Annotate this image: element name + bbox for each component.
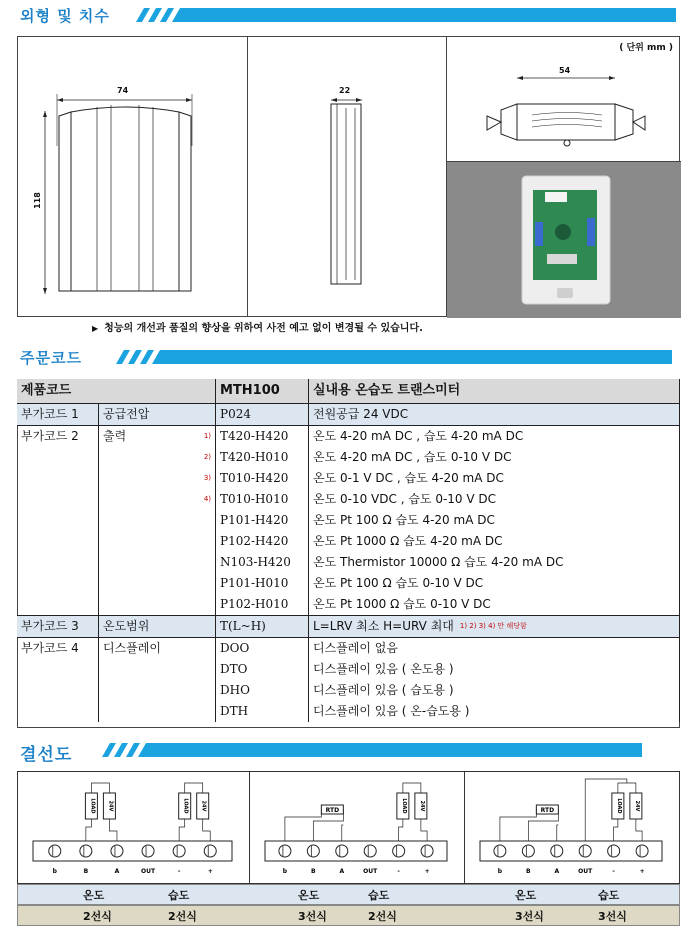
row-subcategory bbox=[99, 426, 216, 448]
terminal-screw bbox=[494, 845, 506, 857]
row-subcategory bbox=[99, 701, 216, 722]
terminal-screw bbox=[393, 845, 405, 857]
terminal-label: + bbox=[639, 868, 645, 875]
load-label: LOAD bbox=[615, 798, 622, 814]
back-view-column bbox=[446, 36, 681, 317]
row-description bbox=[309, 659, 680, 680]
wiring-diagram-drawing bbox=[464, 771, 680, 884]
row-code: DOO bbox=[216, 638, 309, 660]
terminal-label: OUT bbox=[578, 868, 593, 875]
row-subcategory bbox=[99, 489, 216, 510]
wire bbox=[636, 819, 642, 841]
terminal-label: B bbox=[83, 868, 89, 875]
row-group bbox=[17, 510, 99, 531]
rtd-label: RTD bbox=[325, 807, 340, 814]
header-model: MTH100 bbox=[216, 379, 309, 404]
row-code: T(L~H) bbox=[216, 616, 309, 638]
wiring-footer-hum: 습도 bbox=[598, 889, 620, 902]
terminal-screw bbox=[307, 845, 319, 857]
row-subcategory-label: 온도범위 bbox=[103, 619, 150, 633]
wiring-footer-hum: 습도 bbox=[168, 889, 190, 902]
terminal-screw bbox=[636, 845, 648, 857]
wire bbox=[557, 825, 559, 841]
terminal-label: OUT bbox=[363, 868, 378, 875]
table-row bbox=[17, 638, 680, 660]
row-group bbox=[17, 447, 99, 468]
row-description-text: 온도 Thermistor 10000 Ω 습도 4-20 mA DC bbox=[313, 555, 564, 569]
row-code: N103-H420 bbox=[216, 552, 309, 573]
row-code: P101-H420 bbox=[216, 510, 309, 531]
wire bbox=[403, 783, 421, 793]
table-row bbox=[17, 468, 680, 489]
change-notice bbox=[92, 319, 423, 334]
side-view-drawing bbox=[247, 36, 446, 317]
wire bbox=[86, 819, 92, 841]
table-row bbox=[17, 659, 680, 680]
table-row bbox=[17, 552, 680, 573]
wire bbox=[399, 819, 403, 841]
footnote-marker: 2) bbox=[203, 453, 211, 461]
table-row bbox=[17, 489, 680, 510]
supply-label: 24V bbox=[633, 800, 640, 812]
supply-label: 24V bbox=[200, 800, 207, 812]
row-group bbox=[17, 680, 99, 701]
row-description bbox=[309, 489, 680, 510]
row-code: DTO bbox=[216, 659, 309, 680]
triangle-bullet-icon: ▶ bbox=[92, 324, 99, 333]
terminal-screw bbox=[279, 845, 291, 857]
back-width-label: 54 bbox=[559, 66, 571, 75]
row-description-text: 온도 0-10 VDC , 습도 0-10 V DC bbox=[313, 492, 497, 506]
wire bbox=[185, 783, 203, 793]
row-description-text: L=LRV 최소 H=URV 최대 bbox=[313, 619, 454, 633]
row-group: 부가코드 1 bbox=[17, 404, 99, 426]
table-row bbox=[17, 594, 680, 616]
row-description bbox=[309, 510, 680, 531]
wiring-diagram-drawing bbox=[249, 771, 465, 884]
row-subcategory bbox=[99, 616, 216, 638]
terminal-label: A bbox=[554, 868, 560, 875]
row-subcategory bbox=[99, 468, 216, 489]
row-description-text: 온도 4-20 mA DC , 습도 0-10 V DC bbox=[313, 450, 512, 464]
terminal-label: B bbox=[311, 868, 316, 875]
load-label: LOAD bbox=[89, 798, 96, 814]
wiring-footer-hum-type: 2선식 bbox=[168, 910, 197, 923]
header-product-code: 제품코드 bbox=[17, 379, 216, 404]
row-description bbox=[309, 616, 680, 638]
terminal-screw bbox=[608, 845, 620, 857]
row-description-text: 전원공급 24 VDC bbox=[313, 407, 409, 421]
row-description bbox=[309, 594, 680, 616]
terminal-label: - bbox=[177, 868, 181, 875]
row-description-text: 디스플레이 있음 ( 습도용 ) bbox=[313, 683, 454, 697]
terminal-strip bbox=[480, 841, 662, 861]
row-description bbox=[309, 680, 680, 701]
table-row bbox=[17, 426, 680, 448]
row-description bbox=[309, 552, 680, 573]
row-subcategory-label: 출력 bbox=[103, 429, 127, 443]
wiring-section-title: 결선도 bbox=[20, 745, 73, 765]
terminal-screw bbox=[522, 845, 534, 857]
front-width-label: 74 bbox=[117, 86, 129, 95]
wire bbox=[285, 809, 321, 841]
wire bbox=[342, 825, 344, 841]
terminal-screw bbox=[579, 845, 591, 857]
row-description-text: 디스플레이 있음 ( 온도용 ) bbox=[313, 662, 454, 676]
terminal-label: b bbox=[282, 868, 288, 875]
row-description bbox=[309, 447, 680, 468]
terminal-label: B bbox=[526, 868, 531, 875]
wire bbox=[618, 783, 636, 793]
back-view-drawing bbox=[447, 36, 681, 161]
row-description-text: 온도 0-1 V DC , 습도 4-20 mA DC bbox=[313, 471, 504, 485]
table-row bbox=[17, 680, 680, 701]
row-description-text: 디스플레이 없음 bbox=[313, 641, 398, 655]
row-subcategory bbox=[99, 573, 216, 594]
section-bar bbox=[108, 350, 672, 364]
terminal-label: b bbox=[52, 868, 57, 875]
wire bbox=[91, 783, 109, 793]
wire bbox=[109, 819, 117, 841]
footnote-marker: 1) bbox=[203, 432, 211, 440]
row-group bbox=[17, 659, 99, 680]
terminal-strip bbox=[33, 841, 232, 861]
load-label: LOAD bbox=[400, 798, 407, 814]
row-description bbox=[309, 404, 680, 426]
device-photo-drawing bbox=[447, 162, 681, 318]
row-group: 부가코드 4 bbox=[17, 638, 99, 660]
row-code: T420-H010 bbox=[216, 447, 309, 468]
terminal-screw bbox=[336, 845, 348, 857]
row-group bbox=[17, 701, 99, 722]
row-code: DTH bbox=[216, 701, 309, 722]
row-subcategory bbox=[99, 659, 216, 680]
terminal-screw bbox=[80, 845, 92, 857]
row-code: P101-H010 bbox=[216, 573, 309, 594]
wire bbox=[203, 819, 211, 841]
row-description bbox=[309, 573, 680, 594]
row-description-text: 온도 Pt 1000 Ω 습도 4-20 mA DC bbox=[313, 534, 503, 548]
terminal-strip bbox=[265, 841, 447, 861]
footnote-marker: 3) bbox=[203, 474, 211, 482]
row-subcategory bbox=[99, 594, 216, 616]
table-row bbox=[17, 616, 680, 638]
row-description bbox=[309, 638, 680, 660]
front-view-drawing bbox=[17, 36, 247, 317]
row-description-text: 온도 Pt 100 Ω 습도 0-10 V DC bbox=[313, 576, 484, 590]
front-view bbox=[17, 36, 248, 317]
wiring-footer-hum-type: 3선식 bbox=[598, 910, 627, 923]
wiring-footer-hum: 습도 bbox=[368, 889, 390, 902]
row-group bbox=[17, 573, 99, 594]
load-label: LOAD bbox=[182, 798, 189, 814]
row-group bbox=[17, 531, 99, 552]
wiring-footer-type-row bbox=[17, 905, 680, 926]
row-code: P102-H420 bbox=[216, 531, 309, 552]
row-description bbox=[309, 701, 680, 722]
wiring-footer-temp: 온도 bbox=[298, 889, 320, 902]
table-row bbox=[17, 404, 680, 426]
wiring-footer-temp-type: 2선식 bbox=[83, 910, 112, 923]
terminal-screw bbox=[142, 845, 154, 857]
order-table-header bbox=[17, 379, 680, 404]
terminal-label: A bbox=[339, 868, 345, 875]
row-description-text: 온도 Pt 100 Ω 습도 4-20 mA DC bbox=[313, 513, 495, 527]
dimensions-section-title: 외형 및 치수 bbox=[20, 7, 110, 25]
row-group: 부가코드 2 bbox=[17, 426, 99, 448]
row-code: P102-H010 bbox=[216, 594, 309, 616]
terminal-label: A bbox=[114, 868, 120, 875]
wiring-diagram-drawing bbox=[17, 771, 250, 884]
terminal-label: + bbox=[424, 868, 430, 875]
row-group bbox=[17, 489, 99, 510]
table-row bbox=[17, 510, 680, 531]
row-description bbox=[309, 468, 680, 489]
side-depth-label: 22 bbox=[339, 86, 351, 95]
row-subcategory bbox=[99, 404, 216, 426]
terminal-screw bbox=[173, 845, 185, 857]
table-row bbox=[17, 447, 680, 468]
terminal-screw bbox=[111, 845, 123, 857]
row-description-text: 온도 Pt 1000 Ω 습도 0-10 V DC bbox=[313, 597, 491, 611]
order-section-title: 주문코드 bbox=[20, 349, 82, 367]
wiring-footer-temp-type: 3선식 bbox=[298, 910, 327, 923]
row-description bbox=[309, 426, 680, 448]
order-code-table bbox=[17, 379, 680, 722]
wire bbox=[614, 819, 618, 841]
row-description-text: 온도 4-20 mA DC , 습도 4-20 mA DC bbox=[313, 429, 524, 443]
section-bar bbox=[94, 743, 642, 757]
row-code: DHO bbox=[216, 680, 309, 701]
row-subcategory bbox=[99, 447, 216, 468]
terminal-screw bbox=[364, 845, 376, 857]
terminal-label: + bbox=[207, 868, 213, 875]
row-subcategory bbox=[99, 638, 216, 660]
wire bbox=[421, 819, 427, 841]
section-bar bbox=[128, 8, 676, 22]
terminal-screw bbox=[49, 845, 61, 857]
row-code: P024 bbox=[216, 404, 309, 426]
terminal-label: OUT bbox=[141, 868, 156, 875]
row-group: 부가코드 3 bbox=[17, 616, 99, 638]
wiring-footer-temp-type: 3선식 bbox=[515, 910, 544, 923]
row-group bbox=[17, 552, 99, 573]
footnote-marker: 4) bbox=[203, 495, 211, 503]
row-code: T010-H010 bbox=[216, 489, 309, 510]
row-subcategory bbox=[99, 510, 216, 531]
row-group bbox=[17, 468, 99, 489]
supply-label: 24V bbox=[107, 800, 114, 812]
row-group bbox=[17, 594, 99, 616]
unit-label: ( 단위 mm ) bbox=[619, 43, 673, 53]
wiring-footer-signal-row bbox=[17, 884, 680, 905]
terminal-screw bbox=[551, 845, 563, 857]
wiring-footer-temp: 온도 bbox=[515, 889, 537, 902]
change-notice-text: 청능의 개선과 품질의 향상을 위하여 사전 예고 없이 변경될 수 있습니다. bbox=[104, 323, 423, 334]
side-view bbox=[247, 36, 446, 317]
terminal-screw bbox=[421, 845, 433, 857]
row-description bbox=[309, 531, 680, 552]
row-subcategory bbox=[99, 552, 216, 573]
wire bbox=[500, 809, 536, 841]
front-height-label: 118 bbox=[32, 192, 42, 209]
terminal-label: b bbox=[497, 868, 503, 875]
row-footnote: 1) 2) 3) 4) 만 해당함 bbox=[459, 622, 527, 630]
row-code: T010-H420 bbox=[216, 468, 309, 489]
row-subcategory-label: 디스플레이 bbox=[103, 641, 161, 655]
supply-label: 24V bbox=[418, 800, 425, 812]
row-code: T420-H420 bbox=[216, 426, 309, 448]
terminal-screw bbox=[204, 845, 216, 857]
wiring-footer-hum-type: 2선식 bbox=[368, 910, 397, 923]
table-row bbox=[17, 531, 680, 552]
terminal-label: - bbox=[612, 868, 615, 875]
wire bbox=[179, 819, 185, 841]
device-photo bbox=[447, 161, 681, 318]
row-subcategory bbox=[99, 680, 216, 701]
header-description: 실내용 온습도 트랜스미터 bbox=[309, 379, 680, 404]
rtd-label: RTD bbox=[540, 807, 555, 814]
table-row bbox=[17, 701, 680, 722]
row-description-text: 디스플레이 있음 ( 온-습도용 ) bbox=[313, 704, 470, 718]
wiring-footer-temp: 온도 bbox=[83, 889, 105, 902]
table-row bbox=[17, 573, 680, 594]
row-subcategory bbox=[99, 531, 216, 552]
row-subcategory-label: 공급전압 bbox=[103, 407, 150, 421]
terminal-label: - bbox=[397, 868, 400, 875]
